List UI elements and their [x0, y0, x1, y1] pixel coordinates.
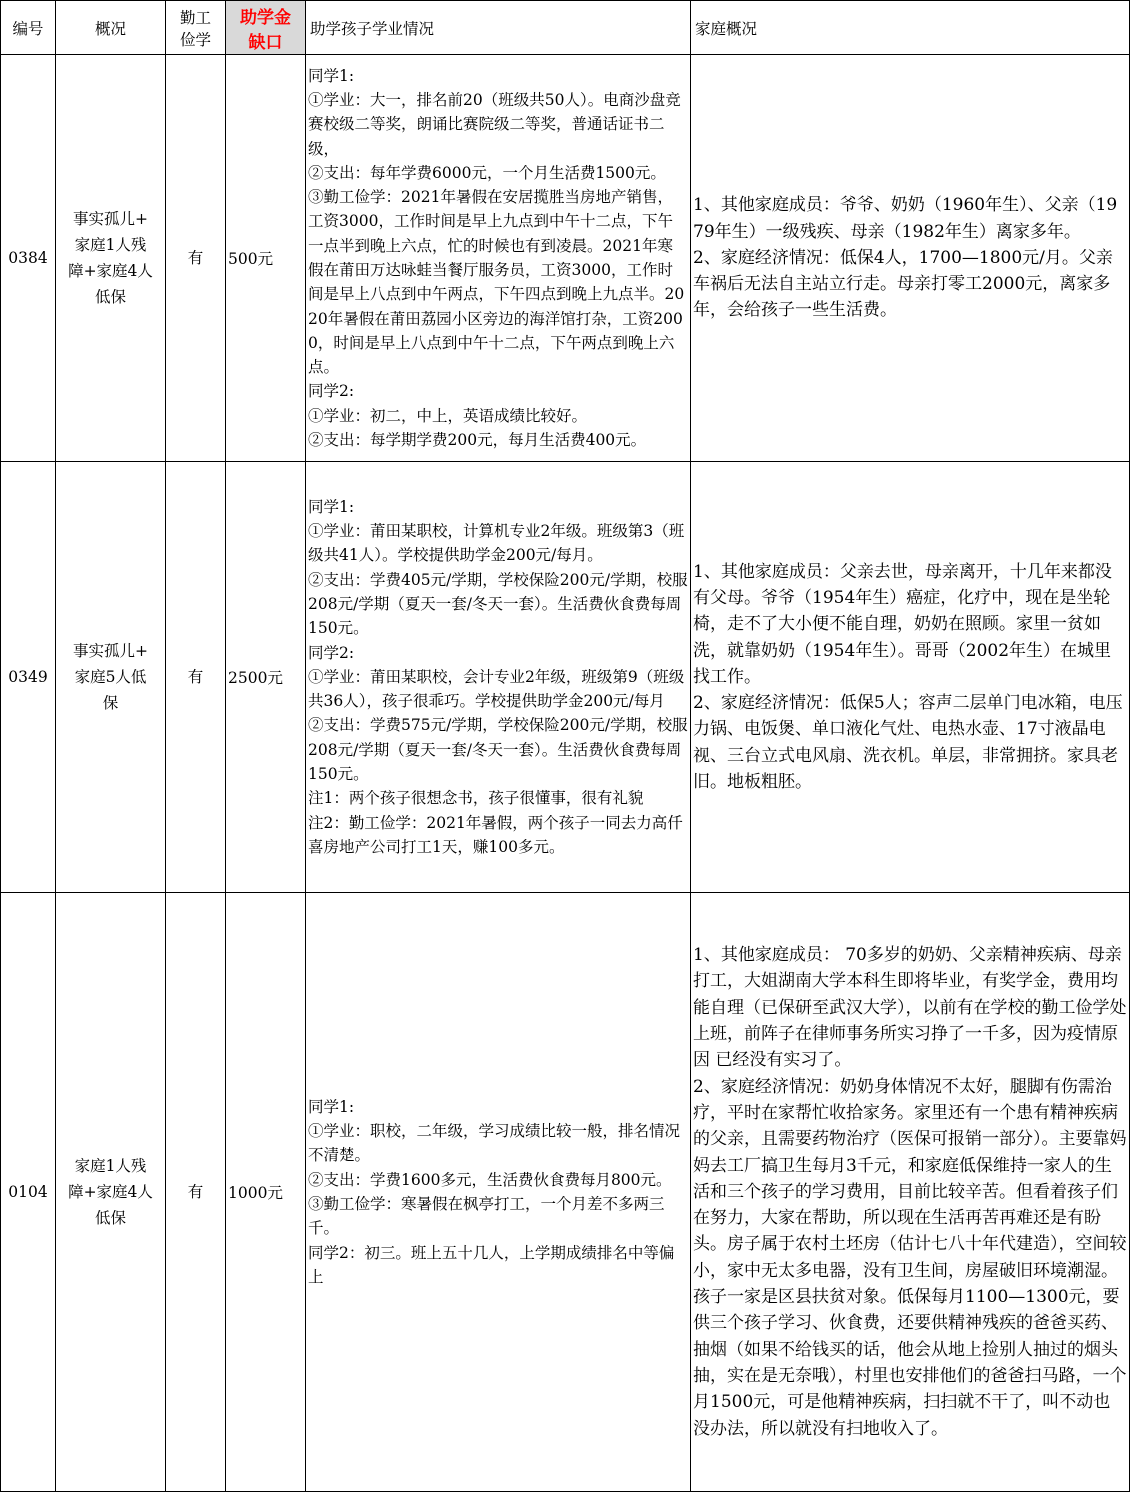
cell-family: 1、其他家庭成员：父亲去世，母亲离开，十几年来都没有父母。爷爷（1954年生）癌症，化疗中，现在是坐轮椅，走不了大小便不能自理，奶奶在照顾。家里一贫如洗，就靠奶奶（1954年生）。哥哥（2002年生）在城里找工作。 2、家庭经济情况：低保5人；容声二层单门电冰箱，电压力锅、电饭煲、单口液化气灶、电热水壶、17寸液晶电视、三台立式电风扇、洗衣机。单层，非常拥挤。家具老旧。地板粗胚。 — [691, 462, 1130, 893]
table-row — [1, 462, 1130, 893]
cell-funding-gap: 2500元 — [226, 462, 306, 893]
cell-id: 0349 — [1, 462, 56, 893]
header-family: 家庭概况 — [691, 1, 1130, 55]
header-study: 助学孩子学业情况 — [306, 1, 691, 55]
header-work-study: 勤工 俭学 — [166, 1, 226, 55]
cell-work-study: 有 — [166, 462, 226, 893]
cell-study: 同学1: ①学业：莆田某职校，计算机专业2年级。班级第3（班级共41人）。学校提供助学金200元/每月。 ②支出：学费405元/学期，学校保险200元/学期，校服208元/学期（夏天一套/冬天一套）。生活费伙食费每周150元。 同学2: ①学业：莆田某职校，会计专业2年级，班级第9（班级共36人），孩子很乖巧。学校提供助学金200元/每月 ②支出：学费575元/学期，学校保险200元/学期，校服208元/学期（夏天一套/冬天一套）。生活费伙食费每周150元。 注1：两个孩子很想念书，孩子很懂事，很有礼貌 注2：勤工俭学：2021年暑假，两个孩子一同去力高仟喜房地产公司打工1天，赚100多元。 — [306, 462, 691, 893]
header-id: 编号 — [1, 1, 56, 55]
table-row — [1, 55, 1130, 462]
cell-study: 同学1: ①学业：大一，排名前20（班级共50人）。电商沙盘竞赛校级二等奖，朗诵比赛院级二等奖，普通话证书二级， ②支出：每年学费6000元，一个月生活费1500元。 ③勤工俭学：2021年暑假在安居揽胜当房地产销售，工资3000，工作时间是早上九点到中午十二点，下午一点半到晚上六点，忙的时候也有到凌晨。2021年寒假在莆田万达咏蛙当餐厅服务员，工资3000，工作时间是早上八点到中午两点，下午四点到晚上九点半。2020年暑假在莆田荔园小区旁边的海洋馆打杂，工资2000，时间是早上八点到中午十二点，下午两点到晚上六点。 同学2: ①学业：初二，中上，英语成绩比较好。 ②支出：每学期学费200元，每月生活费400元。 — [306, 55, 691, 462]
cell-overview: 家庭1人残 障+家庭4人 低保 — [56, 893, 166, 1492]
table-row — [1, 893, 1130, 1492]
cell-family: 1、其他家庭成员： 70多岁的奶奶、父亲精神疾病、母亲打工，大姐湖南大学本科生即将毕业，有奖学金，费用均能自理（已保研至武汉大学），以前有在学校的勤工俭学处上班，前阵子在律师事务所实习挣了一千多，因为疫情原因 已经没有实习了。 2、家庭经济情况：奶奶身体情况不太好，腿脚有伤需治疗，平时在家帮忙收拾家务。家里还有一个患有精神疾病的父亲，且需要药物治疗（医保可报销一部分）。主要靠妈妈去工厂搞卫生每月3千元，和家庭低保维持一家人的生活和三个孩子的学习费用，目前比较辛苦。但看着孩子们在努力，大家在帮助，所以现在生活再苦再难还是有盼头。房子属于农村土坯房（估计七八十年代建造），空间较小，家中无太多电器，没有卫生间，房屋破旧环境潮湿。孩子一家是区县扶贫对象。低保每月1100—1300元，要供三个孩子学习、伙食费，还要供精神残疾的爸爸买药、抽烟（如果不给钱买的话，他会从地上捡别人抽过的烟头抽，实在是无奈哦），村里也安排他们的爸爸扫马路，一个月1500元，可是他精神疾病，扫扫就不干了，叫不动也没办法，所以就没有扫地收入了。 — [691, 893, 1130, 1492]
header-overview: 概况 — [56, 1, 166, 55]
cell-overview: 事实孤儿+ 家庭1人残 障+家庭4人 低保 — [56, 55, 166, 462]
cell-study: 同学1: ①学业：职校，二年级，学习成绩比较一般，排名情况不清楚。 ②支出：学费1600多元，生活费伙食费每月800元。 ③勤工俭学：寒暑假在枫亭打工，一个月差不多两三千。 同学2：初三。班上五十几人，上学期成绩排名中等偏上 — [306, 893, 691, 1492]
cell-id: 0384 — [1, 55, 56, 462]
cell-id: 0104 — [1, 893, 56, 1492]
cell-funding-gap: 1000元 — [226, 893, 306, 1492]
header-funding-gap: 助学金 缺口 — [226, 1, 306, 55]
cell-work-study: 有 — [166, 893, 226, 1492]
cell-funding-gap: 500元 — [226, 55, 306, 462]
cell-overview: 事实孤儿+ 家庭5人低 保 — [56, 462, 166, 893]
header-row — [1, 1, 1130, 55]
cell-family: 1、其他家庭成员：爷爷、奶奶（1960年生）、父亲（1979年生）一级残疾、母亲（1982年生）离家多年。 2、家庭经济情况：低保4人，1700—1800元/月。父亲车祸后无法自主站立行走。母亲打零工2000元，离家多年，会给孩子一些生活费。 — [691, 55, 1130, 462]
cell-work-study: 有 — [166, 55, 226, 462]
